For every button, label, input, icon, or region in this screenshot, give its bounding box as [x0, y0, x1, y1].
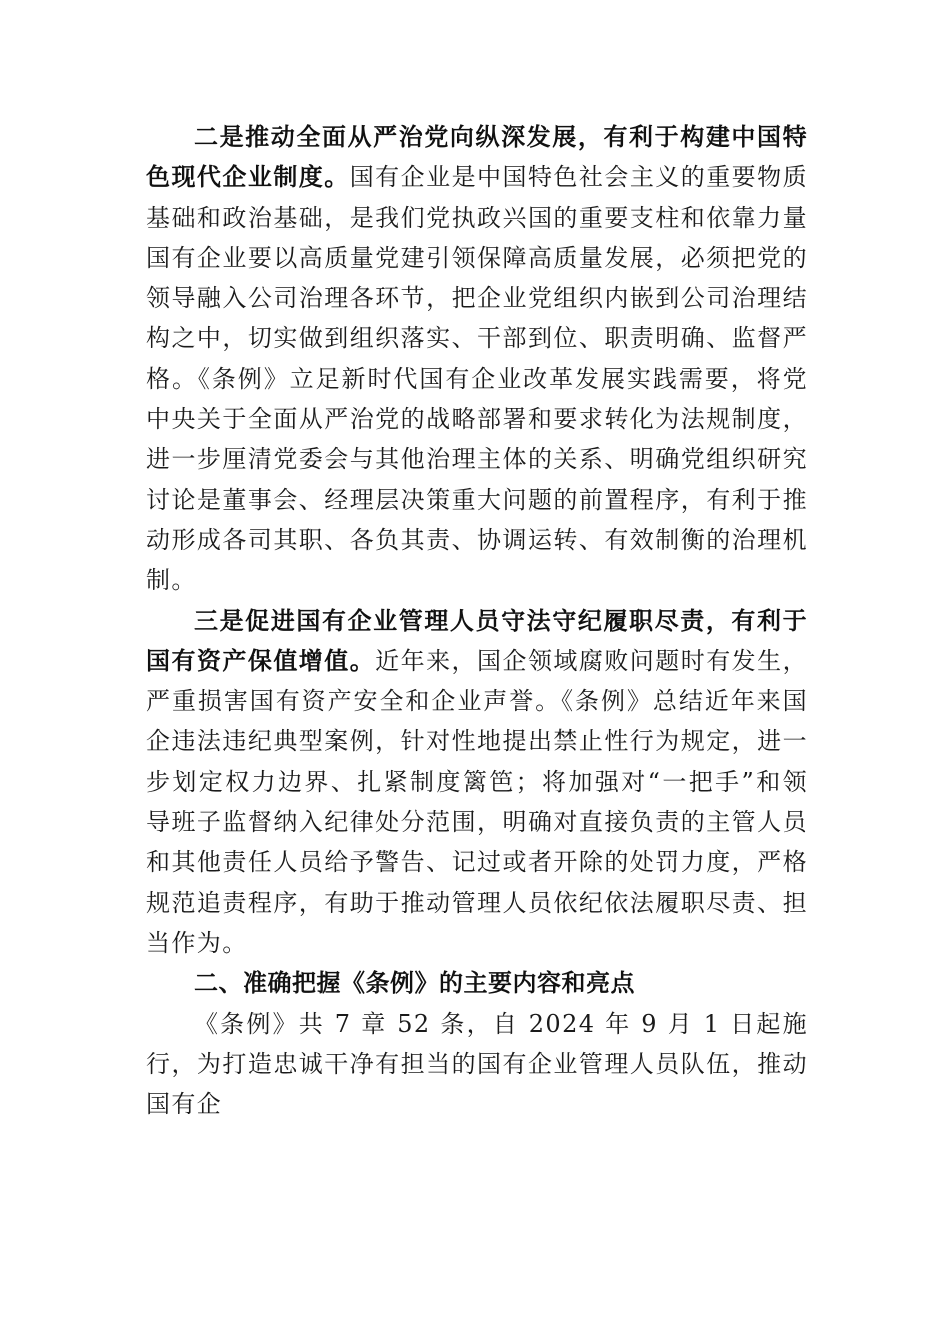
paragraph-point-two [146, 117, 808, 601]
paragraph-text-point-three: 近年来，国企领域腐败问题时有发生，严重损害国有资产安全和企业声誉。《条例》总结近年来国企违法违纪典型案例，针对性地提出禁止性行为规定，进一步划定权力边界、扎紧制度篱笆；将加强对“一把手”和领导班子监督纳入纪律处分范围，明确对直接负责的主管人员和其他责任人员给予警告、记过或者开除的处罚力度，严格规范追责程序，有助于推动管理人员依纪依法履职尽责、担当作为。 [146, 646, 808, 957]
paragraph-point-three [146, 601, 808, 964]
section-heading-main-content: 二、准确把握《条例》的主要内容和亮点 [194, 969, 635, 998]
paragraph-text-point-two: 国有企业是中国特色社会主义的重要物质基础和政治基础，是我们党执政兴国的重要支柱和依靠力量国有企业要以高质量党建引领保障高质量发展，必须把党的领导融入公司治理各环节，把企业党组织内嵌到公司治理结构之中，切实做到组织落实、干部到位、职责明确、监督严格。《条例》立足新时代国有企业改革发展实践需要，将党中央关于全面从严治党的战略部署和要求转化为法规制度，进一步厘清党委会与其他治理主体的关系、明确党组织研究讨论是董事会、经理层决策重大问题的前置程序，有利于推动形成各司其职、各负其责、协调运转、有效制衡的治理机制。 [146, 163, 809, 595]
paragraph-lead-point-two: 二是推动全面从严治党向纵深发展，有利于构建中国特色现代企业制度。 [146, 123, 808, 192]
paragraph-lead-point-three: 三是促进国有企业管理人员守法守纪履职尽责，有利于国有资产保值增值。 [146, 606, 808, 675]
document-body [146, 117, 808, 1124]
paragraph-text-regulation-overview: 《条例》共 7 章 52 条，自 2024 年 9 月 1 日起施行，为打造忠诚干净有担当的国有企业管理人员队伍，推动国有企 [146, 1009, 808, 1119]
paragraph-regulation-overview [146, 1004, 808, 1125]
